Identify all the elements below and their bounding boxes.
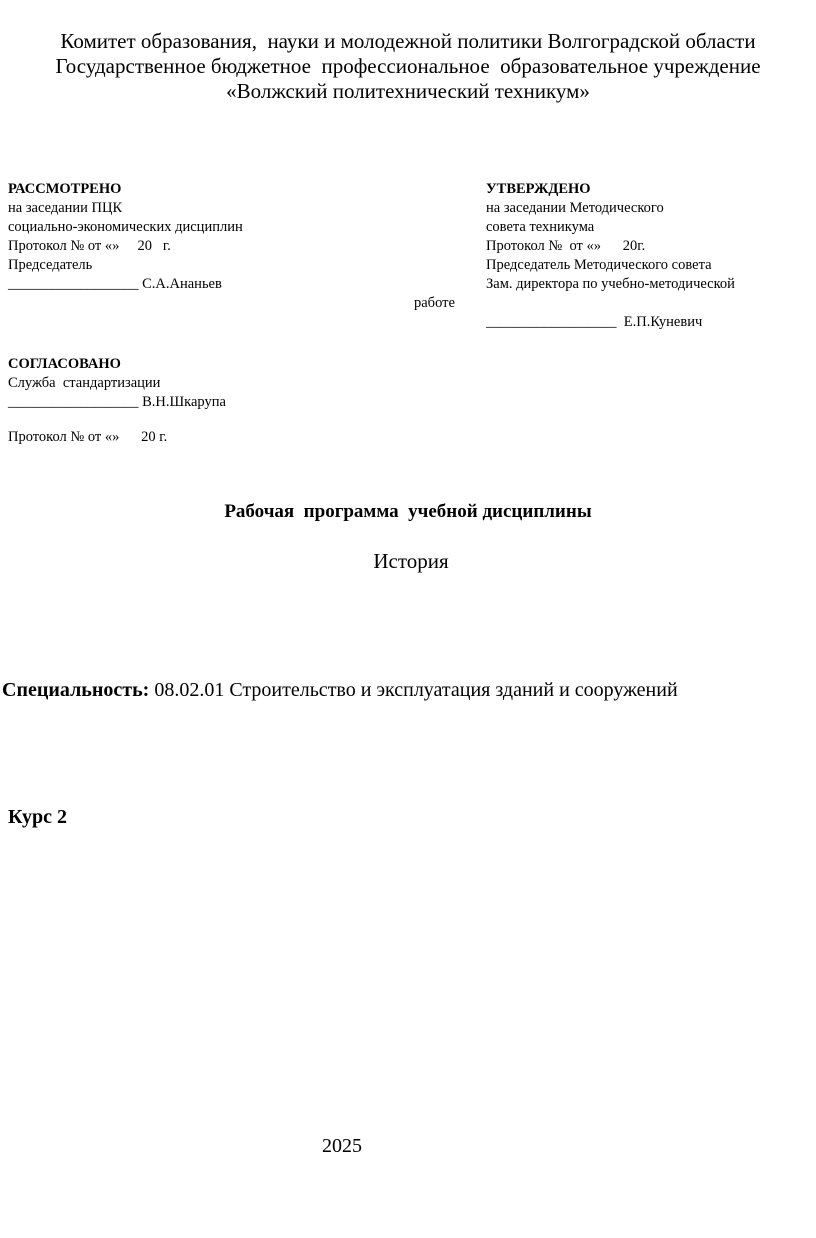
approved-deputy-cont: работе xyxy=(414,295,455,311)
header-line-3: «Волжский политехнический техникум» xyxy=(226,79,590,103)
reviewed-protocol: Протокол № от «» 20 г. xyxy=(8,238,171,254)
agreed-protocol: Протокол № от «» 20 г. xyxy=(8,429,168,445)
header-line-1: Комитет образования, науки и молодежной политики Волгоградской области xyxy=(60,29,756,53)
discipline-name: История xyxy=(373,549,449,573)
approved-line-1: на заседании Методического xyxy=(486,200,664,216)
reviewed-heading: РАССМОТРЕНО xyxy=(8,181,122,197)
reviewed-line-1: на заседании ПЦК xyxy=(8,200,123,216)
reviewed-line-2: социально-экономических дисциплин xyxy=(8,219,243,235)
specialty-value: 08.02.01 Строительство и эксплуатация зданий и сооружений xyxy=(149,679,678,701)
reviewed-signature: __________________ С.А.Ананьев xyxy=(8,276,222,292)
agreed-heading: СОГЛАСОВАНО xyxy=(8,356,121,372)
approved-signature: __________________ Е.П.Куневич xyxy=(486,314,703,330)
specialty-line xyxy=(2,679,678,702)
approved-chair: Председатель Методического совета xyxy=(486,257,712,273)
approved-deputy: Зам. директора по учебно-методической xyxy=(486,276,735,292)
year: 2025 xyxy=(322,1135,362,1157)
approved-line-2: совета техникума xyxy=(486,219,595,235)
agreed-signature: __________________ В.Н.Шкарупа xyxy=(8,394,226,410)
reviewed-chair: Председатель xyxy=(8,257,93,273)
program-title: Рабочая программа учебной дисциплины xyxy=(224,501,592,522)
approved-protocol: Протокол № от «» 20г. xyxy=(486,238,646,254)
agreed-line-1: Служба стандартизации xyxy=(8,375,161,391)
approved-heading: УТВЕРЖДЕНО xyxy=(486,181,591,197)
header-line-2: Государственное бюджетное профессиональное образовательное учреждение xyxy=(55,54,761,78)
specialty-label: Специальность: xyxy=(2,679,150,701)
course-label: Курс 2 xyxy=(8,806,68,828)
